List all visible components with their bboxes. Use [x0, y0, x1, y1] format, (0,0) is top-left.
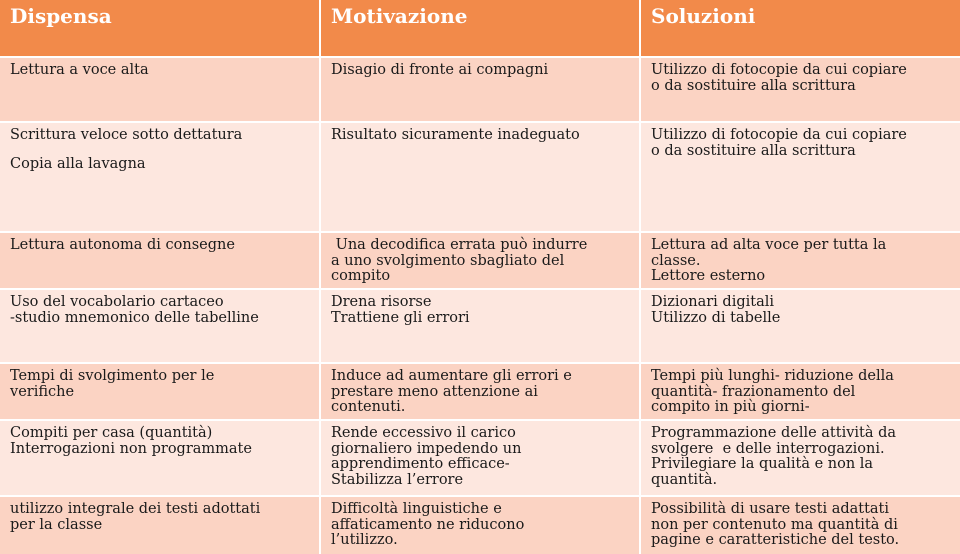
cell-line: Drena risorse	[331, 294, 432, 310]
cell-line: affaticamento ne riducono	[331, 516, 525, 533]
row-4-soluzioni	[641, 290, 960, 362]
header-motivazione: Motivazione	[321, 0, 639, 56]
row-7-soluzioni	[641, 497, 960, 554]
row-1-dispensa	[0, 58, 319, 121]
cell-line: apprendimento efficace-	[331, 456, 510, 472]
cell-line: Rende eccessivo il carico	[331, 425, 516, 441]
cell-line: l’utilizzo.	[331, 532, 398, 548]
row-2-dispensa	[0, 123, 319, 231]
row-4-motivazione	[321, 290, 639, 362]
row-7-motivazione	[321, 497, 639, 554]
cell-line: Una decodifica errata può indurre	[331, 237, 588, 253]
cell-line: prestare meno attenzione ai	[331, 383, 538, 400]
header-dispensa: Dispensa	[0, 0, 319, 56]
row-1-motivazione	[321, 58, 639, 121]
cell-line: Copia alla lavagna	[10, 155, 146, 172]
row-5-soluzioni	[641, 364, 960, 419]
cell-line: Compiti per casa (quantità)	[10, 425, 213, 441]
cell-line: Stabilizza l’errore	[331, 471, 464, 488]
cell-line: svolgere e delle interrogazioni.	[651, 440, 885, 457]
cell-line: Lettura ad alta voce per tutta la	[651, 237, 887, 253]
cell-line: per la classe	[10, 516, 103, 533]
row-7-dispensa	[0, 497, 319, 554]
cell-line: verifiche	[10, 383, 75, 400]
cell-line: o da sostituire alla scrittura	[651, 77, 856, 94]
cell-line: Utilizzo di fotocopie da cui copiare	[651, 127, 907, 143]
cell-line: contenuti.	[331, 399, 406, 415]
cell-line: a uno svolgimento sbagliato del	[331, 252, 565, 269]
cell-line: Utilizzo di tabelle	[651, 309, 781, 326]
cell-line: Interrogazioni non programmate	[10, 440, 252, 457]
cell-line: giornaliero impedendo un	[331, 440, 522, 457]
cell-line: utilizzo integrale dei testi adottati	[10, 501, 261, 517]
cell-line: classe.	[651, 252, 701, 269]
cell-line: -studio mnemonico delle tabelline	[10, 309, 259, 326]
cell-line: Privilegiare la qualità e non la	[651, 456, 874, 472]
cell-line: Scrittura veloce sotto dettatura	[10, 127, 243, 143]
cell-line: Disagio di fronte ai compagni	[331, 62, 549, 78]
cell-line: Utilizzo di fotocopie da cui copiare	[651, 62, 907, 78]
cell-line: quantità.	[651, 471, 718, 488]
row-6-soluzioni	[641, 421, 960, 495]
cell-line: Lettura autonoma di consegne	[10, 237, 235, 253]
cell-line: Uso del vocabolario cartaceo	[10, 294, 224, 310]
cell-line: compito	[331, 268, 391, 284]
cell-line: Trattiene gli errori	[331, 309, 470, 326]
row-6-dispensa	[0, 421, 319, 495]
cell-line: pagine e caratteristiche del testo.	[651, 532, 900, 548]
cell-line: Tempi di svolgimento per le	[10, 368, 215, 384]
row-6-motivazione	[321, 421, 639, 495]
row-2-soluzioni	[641, 123, 960, 231]
header-soluzioni: Soluzioni	[641, 0, 960, 56]
row-4-dispensa	[0, 290, 319, 362]
row-3-soluzioni	[641, 233, 960, 288]
line-gap	[10, 144, 313, 157]
row-3-motivazione	[321, 233, 639, 288]
cell-line: Risultato sicuramente inadeguato	[331, 127, 580, 143]
cell-line: Lettore esterno	[651, 268, 766, 284]
cell-line: quantità- frazionamento del	[651, 383, 856, 400]
cell-line: Possibilità di usare testi adattati	[651, 501, 890, 517]
cell-line: Induce ad aumentare gli errori e	[331, 368, 572, 384]
row-2-motivazione	[321, 123, 639, 231]
cell-line: compito in più giorni-	[651, 399, 810, 415]
cell-line: o da sostituire alla scrittura	[651, 142, 856, 159]
cell-line: Programmazione delle attività da	[651, 425, 897, 441]
cell-line: Dizionari digitali	[651, 294, 775, 310]
row-3-dispensa	[0, 233, 319, 288]
cell-line: Tempi più lunghi- riduzione della	[651, 368, 894, 384]
row-5-motivazione	[321, 364, 639, 419]
cell-line: Difficoltà linguistiche e	[331, 501, 502, 517]
row-1-soluzioni	[641, 58, 960, 121]
row-5-dispensa	[0, 364, 319, 419]
cell-line: Lettura a voce alta	[10, 62, 149, 78]
cell-line: non per contenuto ma quantità di	[651, 516, 898, 533]
